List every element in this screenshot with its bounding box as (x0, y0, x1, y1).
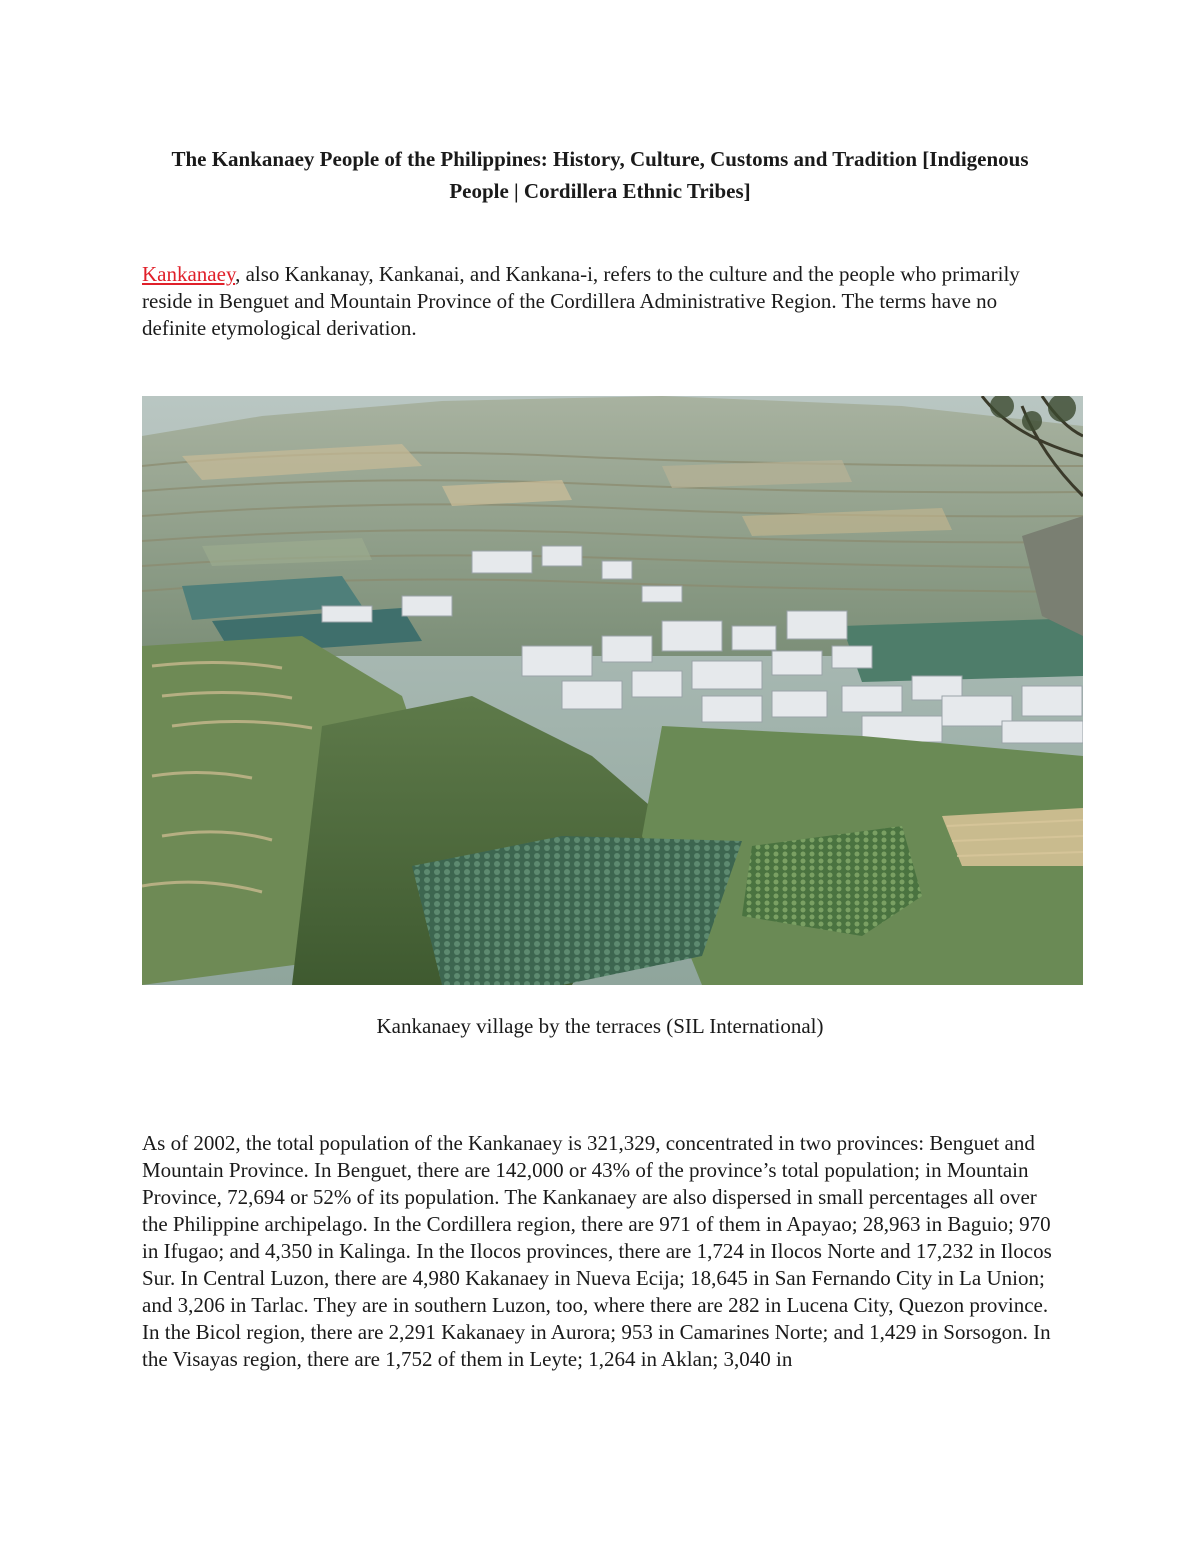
population-paragraph: As of 2002, the total population of the Kankanaey is 321,329, concentrated in two provinces: Benguet and Mountain Province. In Benguet, there are 142,000 or 43% of the province’s total population; in Mountain Province, 72,694 or 52% of its population. The Kankanaey are also dispersed in small percentages all over the Philippine archipelago. In the Cordillera region, there are 971 of them in Apayao; 28,963 in Baguio; 970 in Ifugao; and 4,350 in Kalinga. In the Ilocos provinces, there are 1,724 in Ilocos Norte and 17,232 in Ilocos Sur. In Central Luzon, there are 4,980 Kakanaey in Nueva Ecija; 18,645 in San Fernando City in La Union; and 3,206 in Tarlac. They are in southern Luzon, too, where there are 282 in Lucena City, Quezon province. In the Bicol region, there are 2,291 Kakanaey in Aurora; 953 in Camarines Norte; and 1,429 in Sorsogon. In the Visayas region, there are 1,752 of them in Leyte; 1,264 in Aklan; 3,040 in (142, 1131, 1052, 1371)
figure-caption: Kankanaey village by the terraces (SIL International) (376, 1014, 824, 1038)
kankanaey-link[interactable]: Kankanaey (142, 262, 236, 286)
intro-text: , also Kankanay, Kankanai, and Kankana-i, refers to the culture and the people who primarily reside in Benguet and Mountain Province of the Cordillera Administrative Region. The terms have no definite etymological derivation. (142, 262, 1020, 340)
terraces-photo (142, 396, 1083, 985)
document-title: The Kankanaey People of the Philippines: History, Culture, Customs and Tradition [Indigenous People | Cordillera Ethnic Tribes] (171, 147, 1029, 203)
intro-paragraph (142, 261, 1062, 342)
terraces-illustration (142, 396, 1083, 985)
